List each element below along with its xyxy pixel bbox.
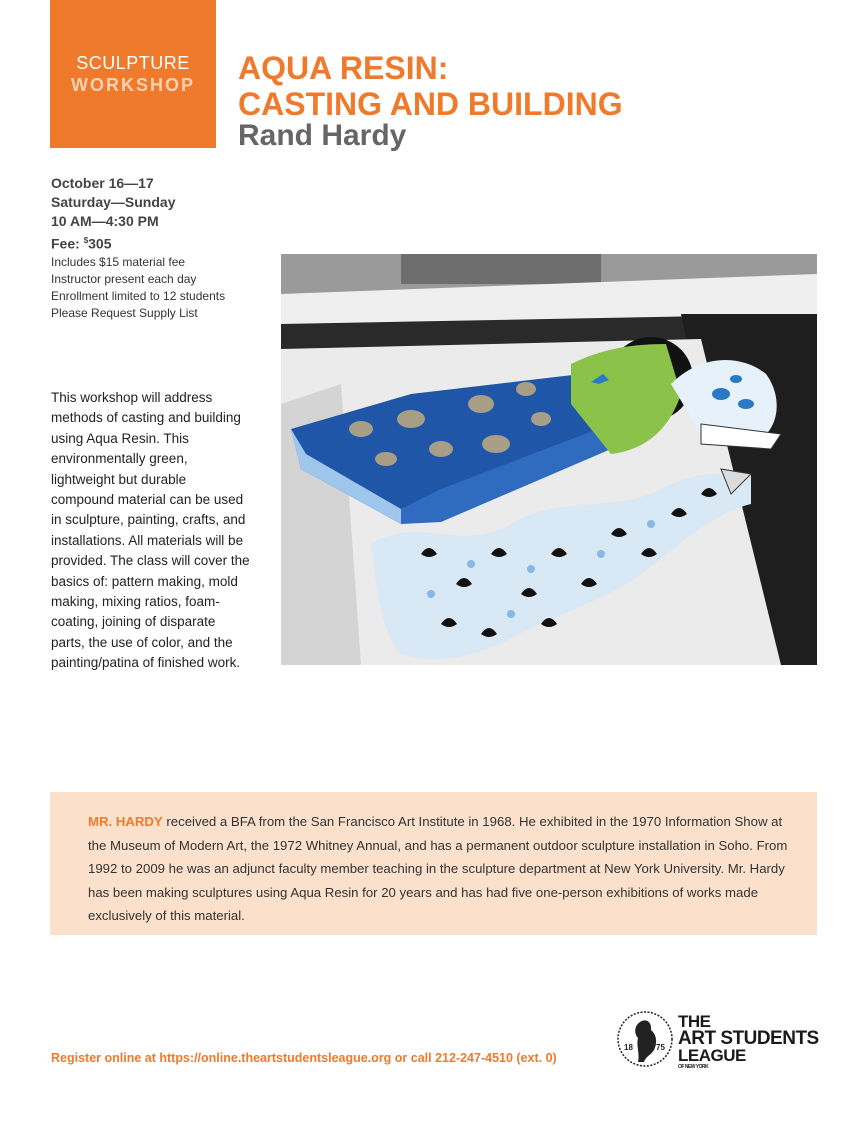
title-line-1: AQUA RESIN: <box>238 50 449 86</box>
note-supply-list: Please Request Supply List <box>51 305 198 320</box>
workshop-description: This workshop will address methods of casting and building using Aqua Resin. This environmentally green, lightweight but durable compound material can be used in sculpture, painting, crafts, and installations. All materials will be provided. The class will cover the basics of: pattern making, mold making, mixing ratios, foam-coating, joining of disparate parts, the use of color, and the painting/patina of finished work. <box>51 390 250 671</box>
note-instructor: Instructor present each day <box>51 271 197 286</box>
note-material-fee: Includes $15 material fee <box>51 254 186 269</box>
logo-the: THE <box>678 1012 711 1031</box>
badge-line-2: WORKSHOP <box>71 75 195 95</box>
days: Saturday—Sunday <box>51 194 176 210</box>
note-enrollment: Enrollment limited to 12 students <box>51 288 226 303</box>
logo-league: LEAGUE <box>678 1046 746 1065</box>
fee-amount: 305 <box>88 235 112 252</box>
workshop-title <box>238 50 623 122</box>
seal-year-right: 75 <box>656 1043 665 1052</box>
art-students-league-logo <box>616 1010 826 1070</box>
seal-year-left: 18 <box>624 1043 633 1052</box>
title-line-2: CASTING AND BUILDING <box>238 86 623 122</box>
logo-of-new-york: OF NEW YORK <box>678 1064 709 1070</box>
league-seal-icon <box>616 1010 674 1068</box>
time: 10 AM—4:30 PM <box>51 213 159 229</box>
instructor-bio <box>50 792 817 935</box>
fee-label: Fee: <box>51 235 84 252</box>
fee <box>51 231 281 254</box>
register-info[interactable]: Register online at https://online.theartstudentsleague.org or call 212-247-4510 (ext. 0) <box>51 1051 557 1065</box>
badge-line-1: SCULPTURE <box>76 53 190 73</box>
instructor-name: Rand Hardy <box>238 119 407 152</box>
bio-text: received a BFA from the San Francisco Art Institute in 1968. He exhibited in the 1970 Information Show at the Museum of Modern Art, the 1972 Whitney Annual, and has a permanent outdoor sculpture installation in Soho. From 1992 to 2009 he was an adjunct faculty member teaching in the sculpture department at New York University. Mr. Hardy has been making sculptures using Aqua Resin for 20 years and has had five one-person exhibitions of works made exclusively of this material. <box>88 814 788 924</box>
bio-name: MR. HARDY <box>88 814 163 829</box>
logo-art-students: ART STUDENTS <box>678 1028 819 1049</box>
fee-currency: $ <box>83 236 89 245</box>
workshop-details <box>51 174 281 322</box>
dates: October 16—17 <box>51 175 154 191</box>
category-badge <box>50 0 216 148</box>
sculpture-photo <box>281 254 817 665</box>
